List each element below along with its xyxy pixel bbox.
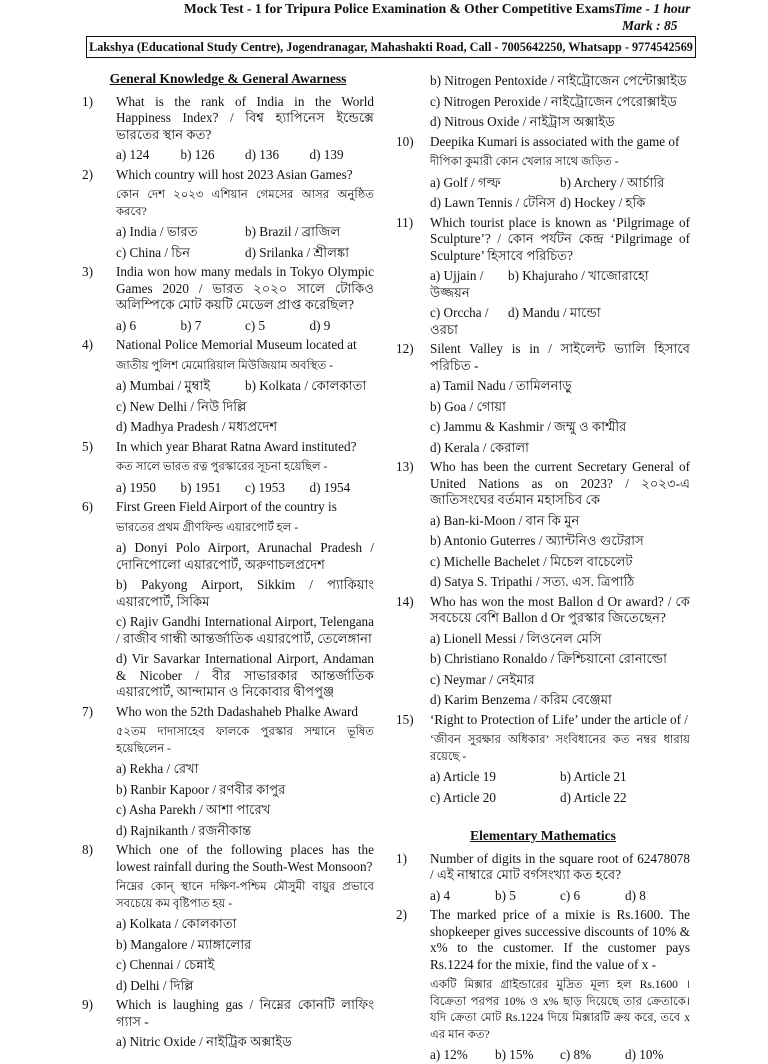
question [396,851,690,905]
question-text-bengali: একটি মিক্সার গ্রাইন্ডারের মুদ্রিত মূল্য হল Rs.1600 । বিক্রেতা পরপর 10% ও x% ছাড় দিয়েছে তার ক্রেতাকে। যদি ক্রেতা মোট Rs.1224 দিয়ে মিক্সারটি ক্রয় করে, তবে x এর মান কত? [430,978,690,1041]
question-text: Who won the 52th Dadashaheb Phalke Award [116,703,358,719]
option: b) Pakyong Airport, Sikkim / প্যাকিয়াং এয়ারপোর্ট, সিকিম [116,577,374,609]
question [396,134,690,212]
question-text: Number of digits in the square root of 62478078 / এই নাম্বারে মোট বর্গসংখ্যা কত হবে? [430,850,690,882]
options [116,147,374,164]
option: a) 124 [116,147,150,162]
question-text: National Police Memorial Museum located at [116,337,357,352]
question-number: 11) [396,214,414,230]
left-column [82,64,374,1051]
option: d) 8 [625,887,646,903]
question-number: 3) [82,264,93,279]
question-text: Who has been the current Secretary General of United Nations as on 2023? / ২০২৩-এ জাতিসংঘের বর্তমান মহাসচিব কে [430,459,690,507]
options [430,268,690,301]
math-heading: Elementary Mathematics [470,828,616,843]
question [396,907,690,1064]
question [396,341,690,456]
option: a) Rekha / রেখা [116,761,199,776]
option: a) Mumbai / মুম্বাই [116,378,211,393]
option: b) Goa / গোয়া [430,398,506,414]
option: c) China / চিন [116,244,191,260]
option: b) Brazil / ব্রাজিল [245,224,341,239]
gk-heading: General Knowledge & General Awarness [109,71,347,86]
option: a) Ujjain /উজ্জয়ন [430,268,484,300]
option: d) Hockey / হকি [560,195,646,210]
question-text-bengali: কত সালে ভারত রত্ন পুরস্কারের সূচনা হয়েছিল - [116,460,328,473]
question-number: 1) [82,93,93,109]
option: c) 5 [245,317,266,333]
question-number: 9) [82,997,93,1012]
option: a) 4 [430,887,451,903]
option: c) Rajiv Gandhi International Airport, Telengana / রাজীব গান্ধী আন্তর্জাতিক এয়ারপোর্ট, তেলেঙ্গানা [116,614,374,646]
question-number: 15) [396,711,414,727]
question-number: 2) [82,166,93,182]
option: a) Tamil Nadu / তামিলনাড়ু [430,378,572,393]
question-number: 13) [396,459,414,474]
question-text: Which country will host 2023 Asian Games? [116,166,353,182]
question-number: 5) [82,438,93,454]
options [430,1047,690,1064]
question [82,94,374,164]
option: b) Archery / আর্চারি [560,174,665,190]
question-text-bengali: নিম্নের কোন্ স্থানে দক্ষিণ-পশ্চিম মৌসুমী বায়ুর প্রভাবে সবচেয়ে কম বৃষ্টিপাত হয় - [116,880,374,910]
option: a) Nitric Oxide / নাইট্রিক অক্সাইড [116,1034,292,1049]
option: b) Khajuraho / খাজোরাহো [508,268,649,283]
question [396,594,690,709]
options [116,224,374,241]
option: c) Nitrogen Peroxide / নাইট্রোজেন পেরোক্সাইড [430,93,677,109]
question-text: Which tourist place is known as ‘Pilgrimage of Sculpture’? / কোন পর্যটন কেন্দ্র ‘Pilgrimage of Sculpture’ হিসাবে পরিচিত? [430,214,690,263]
option: d) Vir Savarkar International Airport, Andaman & Nicober / বীর সাভারকার আন্তর্জাতিক এয়ারপোর্ট, আন্দামান ও নিকোবার দ্বীপপুঞ্জ [116,651,374,699]
option: b) Antonio Guterres / অ্যান্টনিও গুটেরাস [430,533,644,548]
option: b) Kolkata / কোলকাতা [245,378,367,393]
options [430,790,690,807]
header [0,1,768,15]
option: b) Article 21 [560,769,627,784]
option: d) Delhi / দিল্লি [116,977,194,993]
question-number: 10) [396,133,414,149]
option: c) Michelle Bachelet / মিচেল বাচেলেট [430,553,633,569]
option: a) Donyi Polo Airport, Arunachal Pradesh / দোনিপোলো এয়ারপোর্ট, অরুণাচলপ্রদেশ [116,540,374,572]
options [430,888,690,905]
question-text: Which is laughing gas / নিম্নের কোনটি লাফিং গ্যাস - [116,997,374,1029]
centre-info-box: Lakshya (Educational Study Centre), Jogendranagar, Mahashakti Road, Call - 7005642250, Whatsapp - 9774542569 [86,36,696,58]
question-number: 1) [396,850,407,866]
question-text: Who has won the most Ballon d Or award? / কে সবচেয়ে বেশি Ballon d Or পুরস্কার জিতেছেন? [430,593,690,625]
question-text-bengali: জাতীয় পুলিশ মেমোরিয়াল মিউজিয়াম অবস্থিত - [116,358,334,372]
option: b) Mangalore / ম্যাঙ্গালোর [116,936,252,952]
options [430,175,690,192]
option: b) Nitrogen Pentoxide / নাইট্রোজেন পেন্টোক্সাইড [430,73,687,88]
option: b) Ranbir Kapoor / রণবীর কাপুর [116,781,286,797]
question [82,337,374,436]
question [82,499,374,701]
option: c) 8% [560,1047,592,1062]
question-text-bengali: ‘জীবন সুরক্ষার অধিকার’ সংবিধানের কত নম্বর ধারায় রয়েছে - [430,733,690,763]
option: a) Golf / গল্ফ [430,174,501,190]
question [82,167,374,262]
question-text: ‘Right to Protection of Life’ under the article of / [430,711,688,727]
question [82,439,374,497]
option: a) Article 19 [430,769,496,784]
right-column [396,64,690,1064]
option: d) Satya S. Tripathi / সত্য. এস. ত্রিপাঠি [430,574,635,589]
options [430,769,690,786]
question-text-bengali: দীপিকা কুমারী কোন খেলার সাথে জড়িত - [430,155,619,168]
option: d) 1954 [309,479,351,495]
option: d) Rajnikanth / রজনীকান্ত [116,822,252,838]
option: a) 12% [430,1047,468,1062]
question-text: The marked price of a mixie is Rs.1600. The shopkeeper gives successive discounts of 10% & x% to the customer. If the customer pays Rs.1224 for the mixie, find the value of x - [430,907,690,972]
question-text: Silent Valley is in / সাইলেন্ট ভ্যালি হিসাবে পরিচিত - [430,341,690,373]
options [116,245,374,262]
question-continued [396,73,690,131]
question-text-bengali: কোন দেশ ২০২৩ এশিয়ান গেমসের আসর অনুষ্ঠিত করবে? [116,188,374,218]
question [396,712,690,807]
option: c) Neymar / নেইমার [430,671,535,687]
question-text: First Green Field Airport of the country is [116,499,337,514]
option: d) Madhya Pradesh / মধ্যপ্রদেশ [116,419,278,434]
option: b) 1951 [180,479,222,495]
options [430,305,690,338]
option: b) 7 [180,317,202,333]
question-text-bengali: ৫২তম দাদাসাহেব ফালকে পুরস্কার সম্মানে ভূষিত হয়েছিলেন - [116,725,374,755]
option: d) Mandu / মান্ডো [508,305,601,320]
total-marks: Mark : 85 [622,18,678,33]
options [116,378,374,395]
question-number: 4) [82,337,93,352]
option: d) Lawn Tennis / টেনিস [430,195,556,210]
option: d) Article 22 [560,789,627,805]
option: c) Orccha / ওরচা [430,305,489,337]
option: d) 139 [309,147,344,162]
question-text: India won how many medals in Tokyo Olympic Games 2020 / ভারত ২০২০ সালে টোকিও অলিম্পিকে মোট কয়টি মেডেল প্রাপ্ত করেছিল? [116,264,374,312]
option: b) Christiano Ronaldo / ক্রিশ্চিয়ানো রোনাল্ডো [430,651,667,666]
option: d) Karim Benzema / করিম বেঞ্জেমা [430,692,612,707]
option: b) 15% [495,1047,534,1062]
question-number: 2) [396,907,407,922]
option: d) Nitrous Oxide / নাইট্রাস অক্সাইড [430,114,615,129]
option: c) Article 20 [430,789,496,805]
question [82,264,374,334]
option: c) Chennai / চেন্নাই [116,957,215,972]
options [116,480,374,497]
question-number: 7) [82,703,93,719]
question-text-bengali: ভারতের প্রথম গ্রীণফিল্ড এয়ারপোর্ট হল - [116,520,299,534]
option: c) 6 [560,887,581,903]
option: c) New Delhi / নিউ দিল্লি [116,398,247,414]
option: d) Kerala / কেরালা [430,439,529,455]
question-text: In which year Bharat Ratna Award instituted? [116,438,357,454]
option: d) Srilanka / শ্রীলঙ্কা [245,244,350,260]
question-number: 6) [82,499,93,514]
option: d) 10% [625,1047,664,1062]
time-limit: Time - 1 hour [614,1,691,16]
option: a) 6 [116,317,137,333]
options [430,195,690,212]
question [82,704,374,840]
option: a) India / ভারত [116,224,198,239]
question-number: 14) [396,593,414,609]
option: b) 126 [180,147,215,162]
option: d) 136 [245,147,280,162]
question [396,459,690,591]
test-title: Mock Test - 1 for Tripura Police Examination & Other Competitive Exams [184,1,615,16]
option: d) 9 [309,317,331,333]
option: a) Lionell Messi / লিওনেল মেসি [430,630,602,646]
option: c) Jammu & Kashmir / জম্মু ও কাশ্মীর [430,419,627,434]
options [116,318,374,335]
question-text: Which one of the following places has the lowest rainfall during the South-West Monsoon? [116,842,374,874]
option: c) Asha Parekh / আশা পারেখ [116,802,271,817]
question [82,842,374,994]
option: a) Kolkata / কোলকাতা [116,916,237,931]
question-text: Deepika Kumari is associated with the game of [430,133,680,149]
question-number: 8) [82,842,93,857]
option: c) 1953 [245,479,285,495]
question-number: 12) [396,341,414,356]
question-text: What is the rank of India in the World Happiness Index? / বিশ্ব হ্যাপিনেস ইন্ডেক্সে ভারতের স্থান কত? [116,93,374,142]
question [396,215,690,339]
option: b) 5 [495,887,516,903]
option: a) Ban-ki-Moon / বান কি মুন [430,512,580,528]
option: a) 1950 [116,479,156,495]
